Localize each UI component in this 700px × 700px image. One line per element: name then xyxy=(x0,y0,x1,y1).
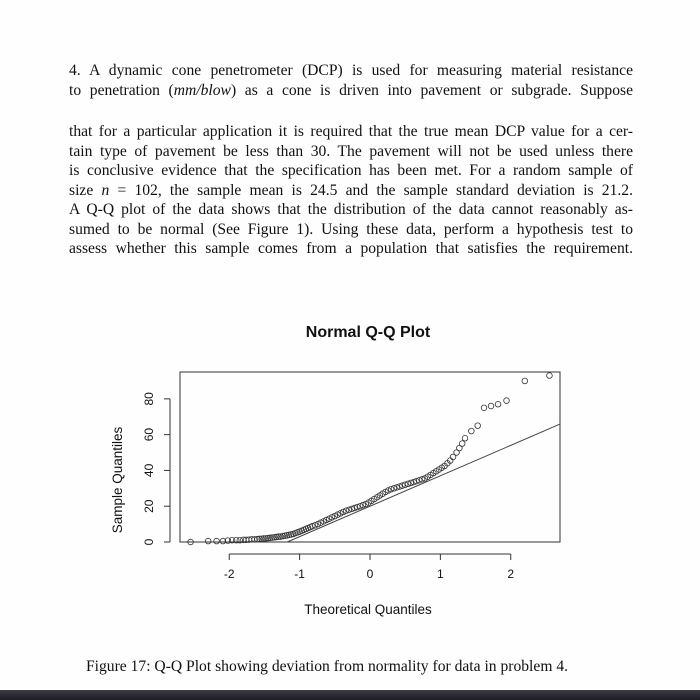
chart-title: Normal Q-Q Plot xyxy=(305,324,431,341)
qq-plot-figure xyxy=(100,312,570,632)
line-text: sumed to be normal (See Figure 1). Using these data, perform a hypothesis test to xyxy=(69,220,633,238)
line-text: ) as a cone is driven into pavement or subgrade. Suppose xyxy=(230,81,633,99)
qq-reference-line xyxy=(287,424,560,542)
line-text: A Q-Q plot of the data shows that the distribution of the data cannot reasonably as- xyxy=(69,201,633,218)
problem-paragraph-body xyxy=(69,122,633,259)
qq-point xyxy=(522,378,528,384)
y-tick-label: 0 xyxy=(142,538,156,546)
line-text: to penetration ( xyxy=(69,81,174,99)
line-text: is conclusive evidence that the specification has been met. For a random sample of xyxy=(69,162,633,179)
qq-point xyxy=(481,405,487,411)
line-text: assess whether this sample comes from a population that satisfies the requirement. xyxy=(69,240,633,257)
qq-point xyxy=(462,435,468,441)
line-text: = 102, the sample mean is 24.5 and the sample standard deviation is 21.2. xyxy=(109,181,633,199)
problem-paragraph-intro xyxy=(69,61,633,100)
problem-line xyxy=(69,122,633,142)
y-tick-label: 40 xyxy=(142,463,156,478)
qq-point xyxy=(488,403,494,409)
y-tick-label: 20 xyxy=(142,499,156,513)
x-axis-label: Theoretical Quantiles xyxy=(304,602,432,617)
problem-line xyxy=(69,200,633,220)
figure-caption: Figure 17: Q-Q Plot showing deviation from normality for data in problem 4. xyxy=(86,658,569,675)
x-tick-label: 0 xyxy=(366,567,374,581)
y-axis-label: Sample Quantiles xyxy=(110,426,125,534)
viewer-bottom-edge xyxy=(0,690,700,700)
problem-line xyxy=(69,61,633,81)
x-tick-label: -1 xyxy=(294,567,305,581)
line-text: tain type of pavement be less than 30. The pavement will not be used unless there xyxy=(69,142,633,160)
qq-point xyxy=(214,538,220,544)
line-text: 4. A dynamic cone penetrometer (DCP) is used for measuring material resistance xyxy=(69,62,633,79)
qq-point xyxy=(547,373,553,379)
qq-point xyxy=(205,538,211,544)
plot-area xyxy=(142,372,560,581)
qq-point xyxy=(475,423,481,429)
problem-line xyxy=(69,161,633,181)
qq-point xyxy=(504,398,510,404)
y-tick-label: 60 xyxy=(142,427,156,442)
qq-point xyxy=(469,428,475,434)
qq-point xyxy=(459,441,465,447)
x-tick-label: -2 xyxy=(223,567,235,581)
problem-line xyxy=(69,220,633,240)
math-symbol: n xyxy=(101,181,110,199)
line-text: size xyxy=(69,181,102,199)
qq-point xyxy=(495,401,501,407)
math-symbol: mm/blow xyxy=(173,81,231,99)
x-tick-label: 1 xyxy=(437,567,444,581)
x-tick-label: 2 xyxy=(507,567,515,581)
y-tick-label: 80 xyxy=(142,392,156,406)
problem-line xyxy=(69,239,633,259)
problem-line xyxy=(69,142,633,162)
line-text: that for a particular application it is required that the true mean DCP value for a cer- xyxy=(69,123,633,140)
problem-line xyxy=(69,181,633,201)
plot-frame xyxy=(180,372,560,542)
problem-line xyxy=(69,81,633,101)
